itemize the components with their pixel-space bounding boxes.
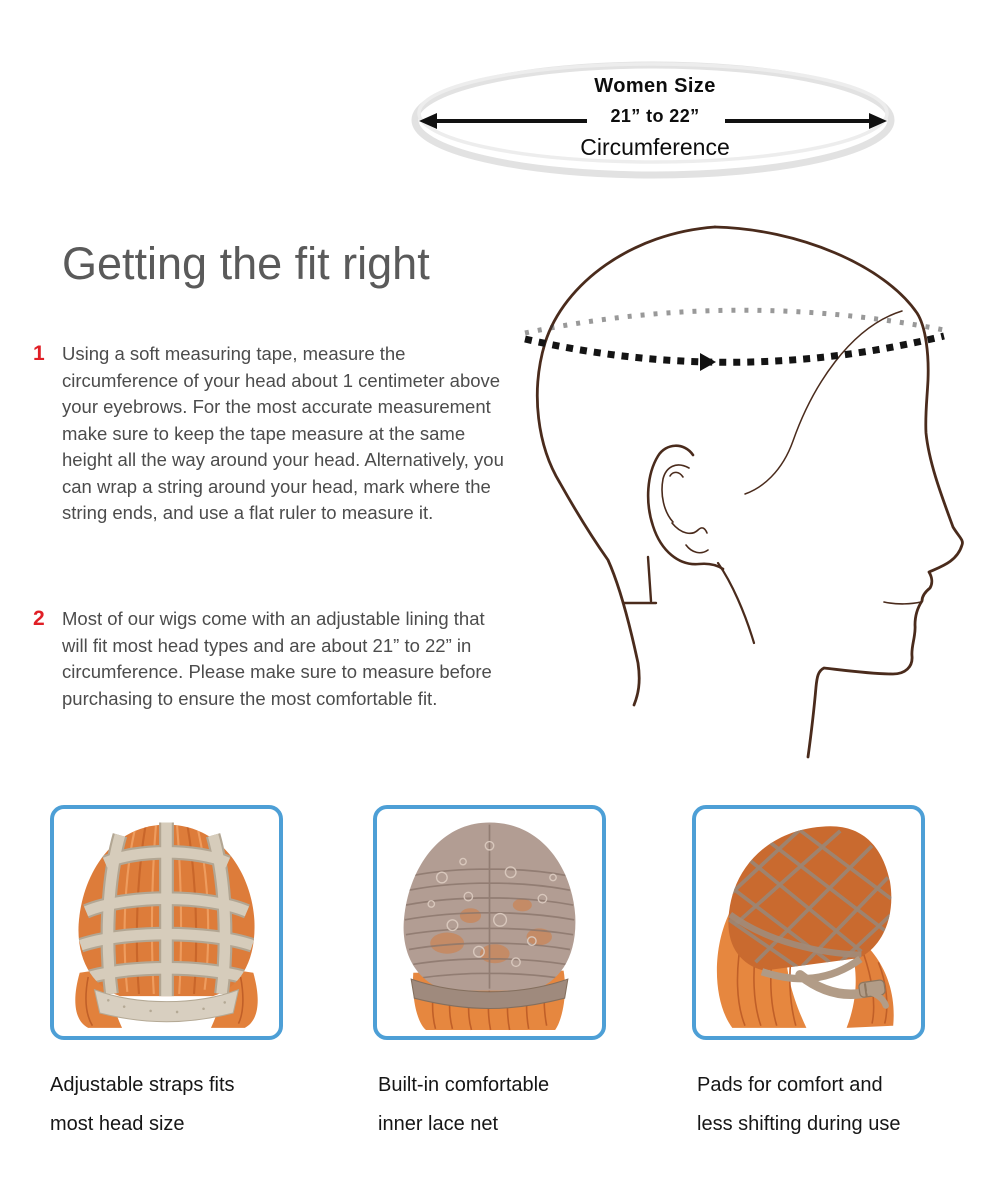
- step-1: [33, 341, 511, 527]
- caption-pads-line2: less shifting during use: [697, 1113, 901, 1135]
- tape-measure-ring: [405, 56, 905, 184]
- wig-cap-back-straps-image: [59, 814, 274, 1031]
- caption-lace-net-line2: inner lace net: [378, 1113, 499, 1135]
- caption-lace-net: [378, 1066, 549, 1144]
- step-1-text: Using a soft measuring tape, measure the circumference of your head about 1 centimeter above your eyebrows. For the most accurate measurement make sure to keep the tape measure at the same height all the way around your head. Alternatively, you can wrap a string around your head, mark where the string ends, and use a flat ruler to measure it.: [62, 343, 504, 523]
- caption-lace-net-line1: Built-in comfortable: [378, 1074, 550, 1096]
- caption-straps: [50, 1066, 235, 1144]
- feature-card-pads: [692, 805, 925, 1040]
- caption-straps-line1: Adjustable straps fits: [50, 1074, 235, 1096]
- step-2: [33, 606, 511, 712]
- head-profile-drawing: [512, 215, 992, 775]
- caption-straps-line2: most head size: [50, 1113, 185, 1135]
- feature-card-straps: [50, 805, 283, 1040]
- ring-size-range-label: 21” to 22”: [610, 106, 700, 126]
- wig-cap-lace-net-image: [382, 814, 597, 1031]
- step-1-number: 1: [33, 342, 45, 365]
- ring-size-group-label: Women Size: [594, 75, 716, 97]
- caption-pads: [697, 1066, 900, 1144]
- ring-circumference-label: Circumference: [580, 134, 730, 160]
- page-title: Getting the fit right: [62, 238, 430, 289]
- feature-card-lace-net: [373, 805, 606, 1040]
- caption-pads-line1: Pads for comfort and: [697, 1074, 883, 1096]
- step-2-text: Most of our wigs come with an adjustable lining that will fit most head types and are about 21” to 22” in circumference. Please make sure to measure before purchasing to ensure the most comfortable fit.: [62, 608, 492, 709]
- ear-drawing: [648, 446, 723, 569]
- wig-cap-side-pads-image: [701, 814, 916, 1031]
- step-2-number: 2: [33, 607, 45, 630]
